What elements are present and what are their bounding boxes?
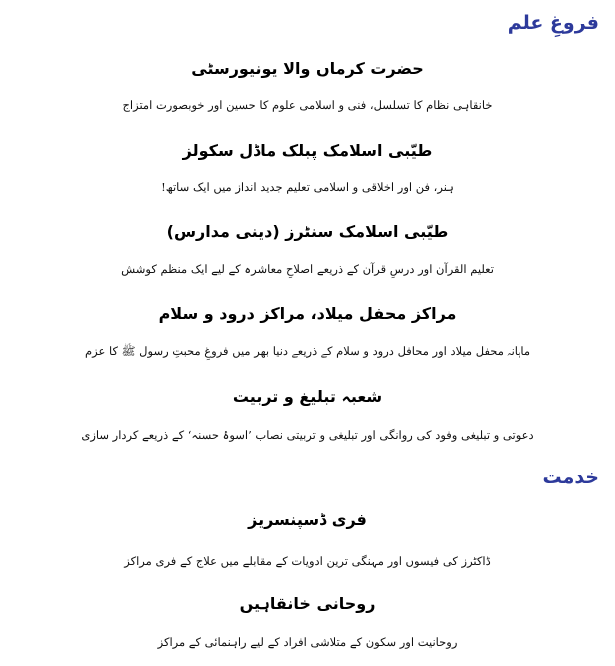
item-desc-centers: تعلیم القرآن اور درسِ قرآن کے ذریعے اصلاحِ معاشرہ کے لیے ایک منظم کوشش	[121, 262, 494, 276]
item-desc-khanqah: روحانیت اور سکون کے متلاشی افراد کے لیے راہنمائی کے مراکز	[157, 635, 458, 649]
item-title-milad: مراکز محفل میلاد، مراکز درود و سلام	[158, 304, 457, 323]
item-title-tableegh: شعبہ تبلیغ و تربیت	[232, 387, 383, 406]
item-desc-schools: ہنر، فن اور اخلاقی و اسلامی تعلیم جدید انداز میں ایک ساتھ!	[161, 180, 454, 194]
item-desc-milad: ماہانہ محفل میلاد اور محافل درود و سلام کے ذریعے دنیا بھر میں فروغِ محبتِ رسول ﷺ کا عزم	[84, 344, 530, 358]
item-title-schools: طیّبی اسلامک پبلک ماڈل سکولز	[182, 141, 433, 160]
item-title-university: حضرت کرماں والا یونیورسٹی	[191, 59, 424, 78]
item-desc-university: خانقاہی نظام کا تسلسل، فنی و اسلامی علوم کا حسین اور خوبصورت امتزاج	[122, 98, 493, 112]
item-title-khanqah: روحانی خانقاہیں	[239, 594, 376, 613]
item-title-centers: طیّبی اسلامک سنٹرز (دینی مدارس)	[166, 222, 449, 241]
item-desc-dispensary: ڈاکٹرز کی فیسوں اور مہنگی ترین ادویات کے مقابلے میں علاج کے فری مراکز	[124, 554, 491, 568]
section-title-khidmat: خدمت	[542, 466, 599, 488]
section-title-ilm: فروغِ علم	[507, 12, 599, 34]
item-desc-tableegh: دعوتی و تبلیغی وفود کی روانگی اور تبلیغی و تربیتی نصاب ’اسوۂ حسنہ‘ کے ذریعے کردار سازی	[81, 428, 534, 442]
item-title-dispensary: فری ڈسپنسریز	[248, 510, 367, 529]
